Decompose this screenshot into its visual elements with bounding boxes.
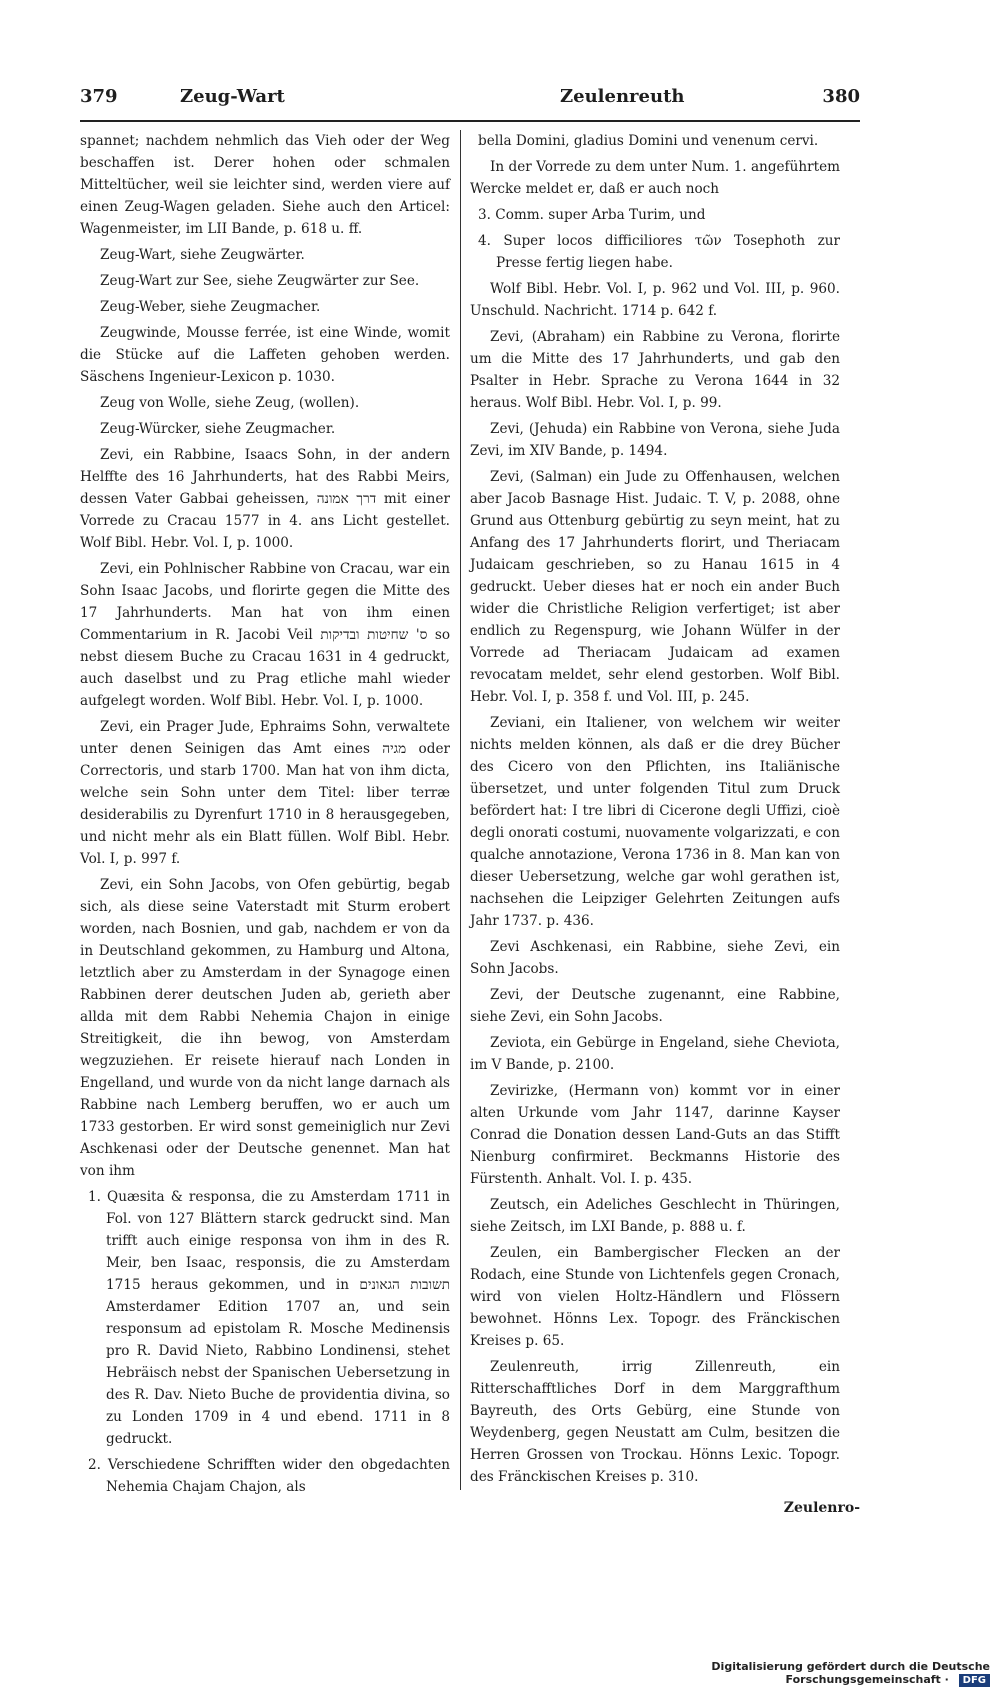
entry: Zeug-Wart, siehe Zeugwärter.	[100, 247, 305, 263]
entry: Zeviota, ein Gebürge in Engeland, siehe Cheviota, im V Bande, p. 2100.	[470, 1035, 840, 1073]
entry: Zevi, der Deutsche zugenannt, eine Rabbine, siehe Zevi, ein Sohn Jacobs.	[470, 987, 840, 1025]
entry: Zevi, (Salman) ein Jude zu Offenhausen, welchen aber Jacob Basnage Hist. Judaic. T. V, p. 2088, ohne Grund aus Ottenburg gebürtig zu seyn meint, hat zu Anfang des 17 Jahrhunderts florirt, und Theriacam Judaicam geschrieben, so zu Hanau 1615 in 4 gedruckt. Ueber dieses hat er noch ein ander Buch wider die Christliche Religion verfertiget; ist aber endlich zu Regenspurg, wie Johann Wülfer in der Vorrede ad Theriacam Judaicam ad examen revocatam meldet, sehr elend gestorben. Wolf Bibl. Hebr. Vol. I, p. 358 f. und Vol. III, p. 245.	[470, 469, 840, 705]
entry: Zeug von Wolle, siehe Zeug, (wollen).	[100, 395, 360, 411]
entry: Zeug-Würcker, siehe Zeugmacher.	[100, 421, 336, 437]
entry: Zeug-Wart zur See, siehe Zeugwärter zur See.	[100, 273, 420, 289]
left-column	[80, 130, 451, 1495]
digitization-footer	[600, 1660, 990, 1686]
catchword: Zeulenro-	[783, 1500, 860, 1516]
list-item: 4. Super locos difficiliores τῶν Tosephoth zur Presse fertig liegen habe.	[478, 233, 840, 271]
right-column	[470, 130, 840, 1490]
entry: Zeugwinde, Mousse ferrée, ist eine Winde, womit die Stücke auf die Laffeten gehoben werden. Säschens Ingenieur-Lexicon p. 1030.	[80, 325, 450, 385]
entry: Zeviani, ein Italiener, von welchem wir weiter nichts melden können, als daß er die drey Bücher des Cicero von den Pflichten, ins Italiänische übersetzet, und unter folgenden Titul zum Druck befördert hat: I tre libri di Cicerone degli Uffizi, cioè degli onorati costumi, nuovamente volgarizzati, e con qualche annotazione, Verona 1736 in 8. Man kan von dieser Uebersetzung, welche gar wohl gerathen ist, nachsehen die Leipziger Gelehrten Zeitungen aufs Jahr 1737. p. 436.	[470, 715, 840, 929]
entry: spannet; nachdem nehmlich das Vieh oder der Weg beschaffen ist. Derer hohen oder schmalen Mitteltücher, weil sie leichter sind, werden viere auf einen Zeug-Wagen geladen. Siehe auch den Articel: Wagenmeister, im LII Bande, p. 618 u. ff.	[80, 133, 450, 237]
entry: Zevi, (Abraham) ein Rabbine zu Verona, florirte um die Mitte des 17 Jahrhunderts, und gab den Psalter in Hebr. Sprache zu Verona 1644 in 32 heraus. Wolf Bibl. Hebr. Vol. I, p. 99.	[470, 329, 840, 411]
left-running-head: Zeug-Wart	[180, 86, 285, 107]
entry: Zeutsch, ein Adeliches Geschlecht in Thüringen, siehe Zeitsch, im LXI Bande, p. 888 u. f.	[470, 1197, 840, 1235]
entry: Zevi, ein Prager Jude, Ephraims Sohn, verwaltete unter denen Seinigen das Amt eines מגיה oder Correctoris, und starb 1700. Man hat von ihm dicta, welche sein Sohn unter dem Titel: liber terræ desiderabilis zu Dyrenfurt 1710 in 8 herausgegeben, und nicht mehr als ein Blatt füllen. Wolf Bibl. Hebr. Vol. I, p. 997 f.	[80, 719, 450, 867]
list-item: 3. Comm. super Arba Turim, und	[478, 207, 706, 223]
entry: Zevi, ein Sohn Jacobs, von Ofen gebürtig, begab sich, als diese seine Vaterstadt mit Sturm erobert worden, nach Bosnien, und gab, nachdem er von da in Deutschland gekommen, zu Hamburg und Altona, letztlich aber zu Amsterdam in der Synagoge einen Rabbinen derer deutschen Juden ab, gerieth aber allda mit dem Rabbi Nehemia Chajon in einige Streitigkeit, die ihn bewog, von Amsterdam wegzuziehen. Er reisete hierauf nach Londen in Engelland, und wurde von da nicht lange darnach als Rabbine nach Lemberg beruffen, wo er auch um 1733 gestorben. Er wird sonst gemeiniglich nur Zevi Aschkenasi oder der Deutsche genennet. Man hat von ihm	[80, 877, 450, 1179]
entry: Zeug-Weber, siehe Zeugmacher.	[100, 299, 321, 315]
entry: Zeulen, ein Bambergischer Flecken an der Rodach, eine Stunde von Lichtenfels gegen Cronach, wird von vielen Holtz-Händlern und Flössern bewohnet. Hönns Lex. Topogr. des Fränckischen Kreises p. 65.	[470, 1245, 840, 1349]
page-header	[80, 80, 860, 122]
entry: Zevi, (Jehuda) ein Rabbine von Verona, siehe Juda Zevi, im XIV Bande, p. 1494.	[470, 421, 840, 459]
list-item: 1. Quæsita & responsa, die zu Amsterdam 1711 in Fol. von 127 Blättern starck gedruckt sind. Man trifft auch einige responsa von ihm in des R. Meir, ben Isaac, responsis, die zu Amsterdam 1715 heraus gekommen, und in תשובות הגאונים Amsterdamer Edition 1707 an, und sein responsum ad epistolam R. Mosche Medinensis pro R. David Nieto, Rabbino Londinensi, stehet Hebräisch nebst der Spanischen Uebersetzung in des R. Dav. Nieto Buche de providentia divina, so zu Londen 1709 in 4 und ebend. 1711 in 8 gedruckt.	[88, 1189, 451, 1447]
dfg-logo: DFG	[959, 1674, 990, 1687]
list-item: bella Domini, gladius Domini und venenum cervi.	[478, 133, 819, 149]
entry: Zeulenreuth, irrig Zillenreuth, ein Ritterschafftliches Dorf in dem Marggrafthum Bayreuth, des Orts Gebürg, eine Stunde von Weydenberg, gegen Neustatt am Culm, besitzen die Herren Grossen von Trockau. Hönns Lexic. Topogr. des Fränckischen Kreises p. 310.	[470, 1359, 840, 1485]
right-running-head: Zeulenreuth	[560, 86, 685, 107]
column-divider	[460, 130, 461, 1490]
right-page-number: 380	[822, 86, 860, 107]
book-page	[80, 80, 860, 1570]
entry: Zevi, ein Pohlnischer Rabbine von Cracau, war ein Sohn Isaac Jacobs, und florirte gegen die Mitte des 17 Jahrhunderts. Man hat von ihm einen Commentarium in R. Jacobi Veil ס' שחיטות ובדיקות so nebst diesem Buche zu Cracau 1631 in 4 gedruckt, auch daselbst und zu Prag etliche mahl wieder aufgelegt worden. Wolf Bibl. Hebr. Vol. I, p. 1000.	[80, 561, 451, 709]
entry: In der Vorrede zu dem unter Num. 1. angeführtem Wercke meldet er, daß er auch noch	[470, 159, 840, 197]
entry: Wolf Bibl. Hebr. Vol. I, p. 962 und Vol. III, p. 960. Unschuld. Nachricht. 1714 p. 642 f.	[470, 281, 840, 319]
left-page-number: 379	[80, 86, 118, 107]
list-item: 2. Verschiedene Schrifften wider den obgedachten Nehemia Chajam Chajon, als	[88, 1457, 450, 1495]
entry: Zevirizke, (Hermann von) kommt vor in einer alten Urkunde vom Jahr 1147, darinne Kayser Conrad die Donation dessen Land-Guts an das Stifft Nienburg confirmiret. Beckmanns Historie des Fürstenth. Anhalt. Vol. I. p. 435.	[470, 1083, 840, 1187]
entry: Zevi Aschkenasi, ein Rabbine, siehe Zevi, ein Sohn Jacobs.	[470, 939, 840, 977]
entry: Zevi, ein Rabbine, Isaacs Sohn, in der andern Helffte des 16 Jahrhunderts, hat des Rabbi Meirs, dessen Vater Gabbai geheissen, דרך אמונה mit einer Vorrede zu Cracau 1577 in 4. ans Licht gestellet. Wolf Bibl. Hebr. Vol. I, p. 1000.	[80, 447, 450, 551]
footer-text: Digitalisierung gefördert durch die Deutsche Forschungsgemeinschaft ·	[711, 1660, 990, 1686]
